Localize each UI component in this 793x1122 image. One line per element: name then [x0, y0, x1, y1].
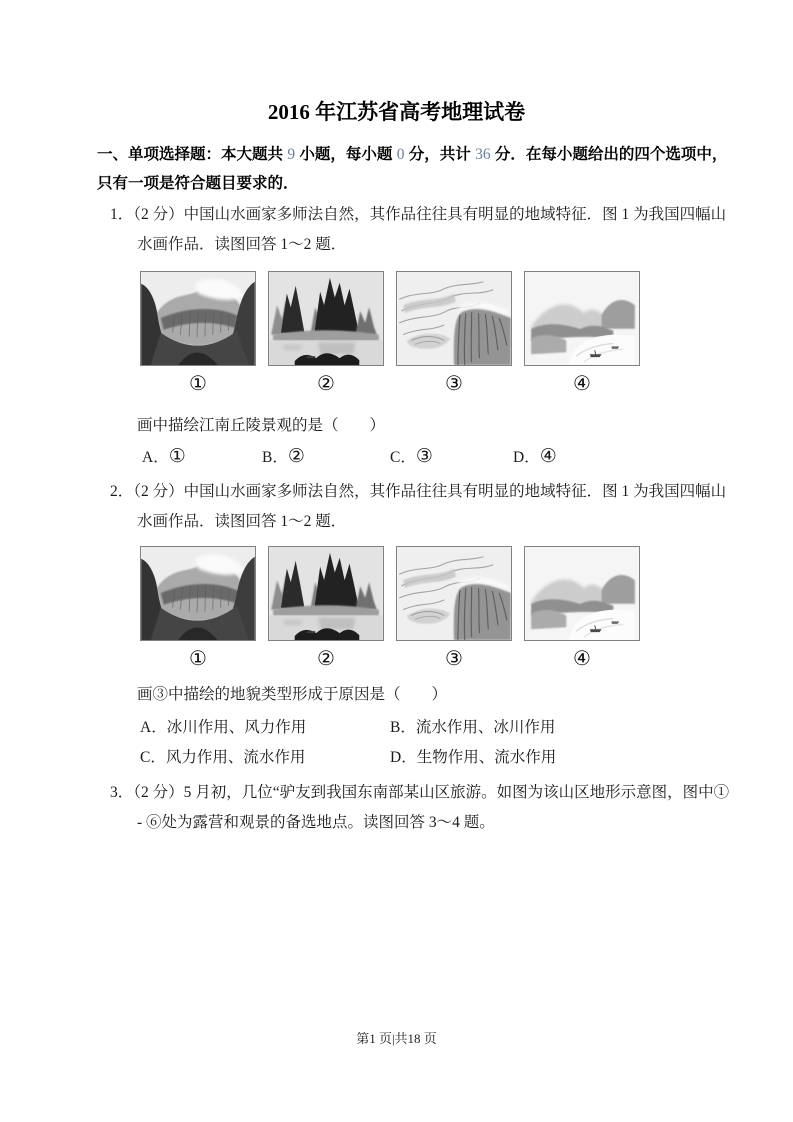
- option-a-label: A．: [140, 719, 167, 736]
- option-b: [262, 445, 390, 470]
- hills-river-painting: [524, 546, 640, 641]
- question-2-stem-line1: 2．（2 分）中国山水画家多师法自然，其作品往往具有明显的地域特征．图 1 为我国四幅山: [110, 483, 727, 500]
- loess-ravine-painting: [396, 271, 512, 366]
- page-title: 2016 年江苏省高考地理试卷: [267, 100, 526, 124]
- figure-label-2: ②: [317, 373, 335, 395]
- question-2-stem-line2: 水画作品．读图回答 1～2 题．: [137, 513, 347, 530]
- heading-text: 一、单项选择题：本大题共: [97, 146, 288, 163]
- option-b-label: B．: [390, 719, 416, 736]
- total-points-number: 36: [475, 146, 491, 163]
- figure-1-3: [396, 271, 512, 395]
- question-3-stem: [110, 778, 750, 838]
- question-1-stem: [110, 200, 750, 260]
- figure-2-4: [524, 546, 640, 670]
- figure-row-1: [140, 271, 650, 395]
- hills-river-painting: [524, 271, 640, 366]
- question-2-options: [140, 713, 700, 773]
- heading-text: 小题，每小题: [295, 146, 397, 163]
- option-b-value: ②: [287, 446, 305, 467]
- section-heading-line2: 只有一项是符合题目要求的．: [97, 175, 299, 192]
- figure-1-1: [140, 271, 256, 395]
- figure-row-2: [140, 546, 650, 670]
- option-c: [140, 743, 390, 773]
- figure-2-3: [396, 546, 512, 670]
- question-count-number: 9: [287, 146, 296, 163]
- option-a: [140, 713, 390, 743]
- section-heading-line1: [97, 140, 737, 169]
- option-b: [390, 713, 700, 743]
- question-1-options: [142, 445, 557, 470]
- figure-label-3: ③: [445, 373, 463, 395]
- page-number-footer: 第1 页|共18 页: [356, 1031, 437, 1046]
- heading-text: 分，共计: [404, 146, 476, 163]
- option-d: [390, 743, 700, 773]
- question-1-stem-line1: 1．（2 分）中国山水画家多师法自然，其作品往往具有明显的地域特征．图 1 为我国四幅山: [110, 206, 727, 223]
- question-1-stem-line2: 水画作品．读图回答 1～2 题．: [137, 236, 347, 253]
- figure-2-2: [268, 546, 384, 670]
- figure-label-4: ④: [573, 648, 591, 670]
- figure-1-4: [524, 271, 640, 395]
- figure-label-2: ②: [317, 648, 335, 670]
- steep-gorge-painting: [140, 271, 256, 366]
- question-3-stem-line2: - ⑥处为露营和观景的备选地点。读图回答 3～4 题。: [137, 814, 495, 831]
- option-a-label: A．: [142, 449, 169, 466]
- option-d-label: D．: [390, 749, 417, 766]
- option-c-value: 风力作用、流水作用: [165, 749, 306, 766]
- karst-peaks-painting: [268, 271, 384, 366]
- option-c-label: C．: [140, 749, 166, 766]
- option-d-label: D．: [513, 449, 540, 466]
- loess-ravine-painting: [396, 546, 512, 641]
- section-heading: [97, 140, 737, 198]
- option-c: [390, 445, 513, 470]
- question-2-stem: [110, 477, 750, 537]
- option-d-value: 生物作用、流水作用: [416, 749, 557, 766]
- figure-2-1: [140, 546, 256, 670]
- option-d-value: ④: [539, 446, 557, 467]
- option-a-value: ①: [168, 446, 186, 467]
- figure-label-3: ③: [445, 648, 463, 670]
- option-c-value: ③: [415, 446, 433, 467]
- figure-label-4: ④: [573, 373, 591, 395]
- option-c-label: C．: [390, 449, 416, 466]
- figure-label-1: ①: [189, 373, 207, 395]
- karst-peaks-painting: [268, 546, 384, 641]
- question-2-prompt: 画③中描绘的地貌类型形成于原因是（ ）: [137, 686, 448, 703]
- points-per-question-number: 0: [396, 146, 405, 163]
- option-d: [513, 445, 557, 470]
- question-3-stem-line1: 3．（2 分）5 月初，几位“驴友到我国东南部某山区旅游。如图为该山区地形示意图，图中①: [110, 784, 730, 801]
- option-a-value: 冰川作用、风力作用: [166, 719, 307, 736]
- heading-text: 分．在每小题给出的四个选项中，: [490, 146, 728, 163]
- question-1-prompt: 画中描绘江南丘陵景观的是（ ）: [137, 417, 386, 434]
- option-b-value: 流水作用、冰川作用: [415, 719, 556, 736]
- option-a: [142, 445, 262, 470]
- steep-gorge-painting: [140, 546, 256, 641]
- figure-1-2: [268, 271, 384, 395]
- option-b-label: B．: [262, 449, 288, 466]
- figure-label-1: ①: [189, 648, 207, 670]
